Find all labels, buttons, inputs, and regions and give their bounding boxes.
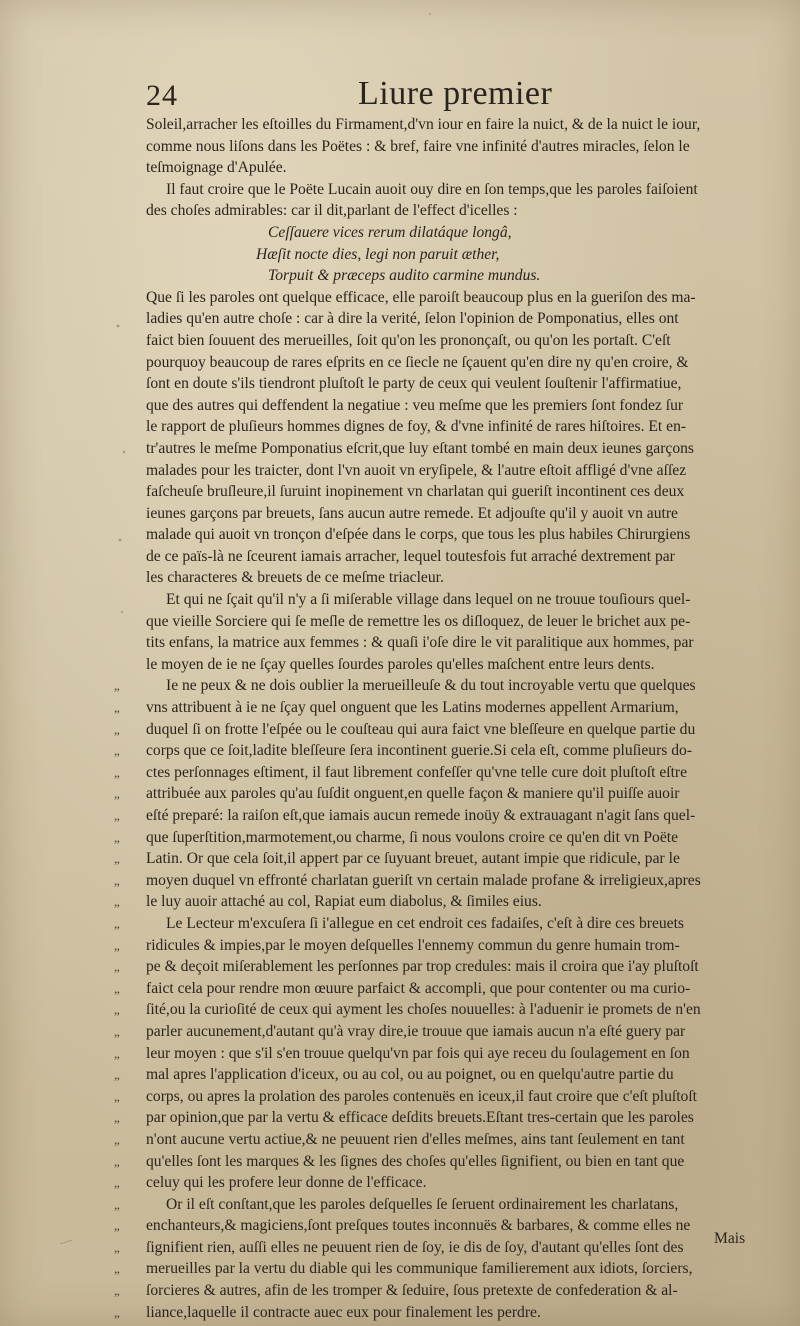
- text-line: [146, 589, 774, 611]
- body-text: [114, 114, 774, 1323]
- quotation-mark: „: [114, 1131, 120, 1147]
- text-line: [114, 719, 774, 741]
- line-text: des choſes admirables: car il dit,parlant de l'effect d'icelles :: [146, 202, 518, 220]
- text-line: [114, 827, 774, 849]
- quotation-mark: „: [114, 700, 120, 716]
- line-text: malade qui auoit vn tronçon d'eſpée dans le corps, que tous les plus habiles Chirurgiens: [146, 526, 691, 544]
- line-text: Hæſit nocte dies, legi non paruit æther,: [256, 245, 500, 263]
- line-text: les characteres & breuets de ce meſme triacleur.: [146, 569, 444, 587]
- quotation-mark: „: [114, 1002, 120, 1018]
- quotation-mark: „: [114, 721, 120, 737]
- quotation-mark: „: [114, 1218, 120, 1234]
- quotation-mark: „: [114, 1088, 120, 1104]
- text-line: [114, 999, 774, 1021]
- text-line: [146, 503, 774, 525]
- line-text: tr'autres le meſme Pomponatius eſcrit,que luy eſtant tombé en main deux ieunes garçons: [146, 439, 695, 457]
- line-text: pe & deçoit miſerablement les perſonnes par trop credules: mais il croira que i'ay pluſtoſt: [146, 958, 699, 976]
- catchword: Mais: [714, 1230, 746, 1247]
- line-text: ſont en doute s'ils tiendront pluſtoſt le party de ceux qui veulent ſouſtenir l'affirmatiue,: [146, 375, 682, 393]
- quotation-mark: „: [114, 743, 120, 759]
- line-text: ctes perſonnages eſtiment, il faut librement confeſſer qu'vne telle cure doit pluſtoſt eſtre: [146, 763, 688, 781]
- text-line: [114, 1086, 774, 1108]
- quotation-mark: „: [114, 1067, 120, 1083]
- quotation-mark: „: [114, 1261, 120, 1277]
- quotation-mark: „: [114, 764, 120, 780]
- line-text: que vieille Sorciere qui ſe meſle de remettre les os diſloquez, de leuer le brichet aux pe-: [146, 612, 691, 630]
- text-line: [114, 805, 774, 827]
- text-line: [146, 632, 774, 654]
- text-line: [146, 416, 774, 438]
- line-text: Que ſi les paroles ont quelque efficace, elle paroiſt beaucoup plus en la gueriſon des ma-: [146, 288, 696, 306]
- text-line: [146, 114, 774, 136]
- line-text: Latin. Or que cela ſoit,il appert par ce ſuyuant breuet, autant impie que ridicule, par le: [146, 850, 680, 868]
- text-line: [146, 244, 774, 266]
- text-line: [114, 1237, 774, 1259]
- line-text: malades pour les traicter, dont l'vn auoit vn eryſipele, & l'autre eſtoit affligé d'vne aſſez: [146, 461, 687, 479]
- line-text: faict cela pour rendre mon œuure parfaict & accompli, que pour contenter ou ma curio-: [146, 979, 691, 997]
- line-text: corps que ce ſoit,ladite bleſſeure ſera incontinent guerie.Si cela eſt, comme pluſieurs do-: [146, 742, 693, 760]
- line-text: ſignifient rien, auſſi elles ne peuuent rien de ſoy, ie dis de ſoy, d'autant qu'elles ſont des: [146, 1238, 684, 1256]
- quotation-mark: „: [114, 678, 120, 694]
- text-line: [114, 1302, 774, 1324]
- line-text: Soleil,arracher les eſtoilles du Firmament,d'vn iour en faire la nuict, & de la nuict le iour,: [146, 116, 701, 133]
- text-line: [146, 567, 774, 589]
- line-text: leur moyen : que s'il s'en trouue quelqu'vn par fois qui aye receu du ſoulagement en ſon: [146, 1044, 690, 1062]
- quotation-mark: „: [114, 1110, 120, 1126]
- text-line: [146, 546, 774, 568]
- line-text: pourquoy beaucoup de rares eſprits en ce ſiecle ne ſçauent qu'en dire ny qu'en croire, &: [146, 353, 689, 371]
- line-text: le moyen de ie ne ſçay quelles ſourdes paroles qu'elles maſchent entre leurs dents.: [146, 655, 655, 673]
- line-text: merueilles par la vertu du diable qui les communique familierement aux idiots, ſorciers,: [146, 1260, 693, 1278]
- text-line: [146, 654, 774, 676]
- text-line: [146, 179, 774, 201]
- text-line: [114, 762, 774, 784]
- line-text: enchanteurs,& magiciens,ſont preſques toutes inconnuës & barbares, & comme elles ne: [146, 1217, 691, 1235]
- text-line: [114, 1194, 774, 1216]
- line-text: parler aucunement,d'autant qu'à vray dire,ie trouue que iamais aucun n'a eſté guery par: [146, 1022, 686, 1040]
- quotation-mark: „: [114, 894, 120, 910]
- line-text: Torpuit & præceps audito carmine mundus.: [268, 267, 541, 285]
- text-line: [114, 1129, 774, 1151]
- text-line: [114, 870, 774, 892]
- text-line: [146, 157, 774, 179]
- text-line: [114, 1021, 774, 1043]
- text-line: [146, 481, 774, 503]
- quotation-mark: „: [114, 1304, 120, 1320]
- text-line: [114, 1215, 774, 1237]
- line-text: moyen duquel vn effronté charlatan gueriſt vn certain malade profane & irreligieux,apres: [146, 871, 701, 889]
- line-text: tits enfans, la matrice aux femmes : & quaſi i'oſe dire le vit paralitique aux hommes, par: [146, 634, 694, 652]
- line-text: ieunes garçons par breuets, ſans aucun autre remede. Et adjouſte qu'il y auoit vn autre: [146, 504, 678, 522]
- text-line: [114, 978, 774, 1000]
- text-line: [114, 1151, 774, 1173]
- line-text: le rapport de pluſieurs hommes dignes de foy, & d'vne infinité de rares hiſtoires. Et en-: [146, 418, 687, 436]
- line-text: Ie ne peux & ne dois oublier la merueilleuſe & du tout incroyable vertu que quelques: [166, 677, 696, 695]
- quotation-mark: „: [114, 937, 120, 953]
- line-text: attribuée aux paroles qu'au ſuſdit onguent,en quelle façon & maniere qu'il puiſſe auoir: [146, 785, 680, 803]
- text-line: [146, 136, 774, 158]
- quotation-mark: „: [114, 851, 120, 867]
- line-text: ſorcieres & autres, afin de les tromper & ſeduire, ſous pretexte de confederation & al-: [146, 1282, 678, 1300]
- running-title: Liure premier: [358, 75, 553, 112]
- text-line: [146, 287, 774, 309]
- quotation-mark: „: [114, 980, 120, 996]
- line-text: faict bien ſouuent des merueilles, ſoit qu'on les prononçaſt, ou qu'on les portaſt. C'eſt: [146, 331, 671, 349]
- text-line: [114, 697, 774, 719]
- text-line: [146, 373, 774, 395]
- line-text: faſcheuſe bruſleure,il ſuruint inopinement vn charlatan qui gueriſt incontinent ces deux: [146, 483, 685, 501]
- text-line: [146, 308, 774, 330]
- line-text: vns attribuent à ie ne ſçay quel onguent que les Latins modernes appellent Armarium,: [146, 699, 679, 717]
- text-line: [114, 675, 774, 697]
- line-text: Il faut croire que le Poëte Lucain auoit ouy dire en ſon temps,que les paroles faiſoient: [166, 180, 698, 198]
- line-text: ridicules & impies,par le moyen deſquelles l'ennemy commun du genre humain trom-: [146, 936, 680, 954]
- quotation-mark: „: [114, 1153, 120, 1169]
- line-text: celuy qui les profere leur donne de l'efficace.: [146, 1174, 427, 1192]
- text-line: [114, 1064, 774, 1086]
- text-line: [146, 265, 774, 287]
- line-text: teſmoignage d'Apulée.: [146, 159, 287, 177]
- line-text: duquel ſi on frotte l'eſpée ou le couſteau qui aura faict vne bleſſeure en quelque partie du: [146, 720, 696, 738]
- line-text: qu'elles ſont les marques & les ſignes des choſes qu'elles ſignifient, ou bien en tant que: [146, 1152, 685, 1170]
- text-line: [146, 611, 774, 633]
- text-line: [146, 395, 774, 417]
- text-line: [114, 1043, 774, 1065]
- quotation-mark: „: [114, 1023, 120, 1039]
- quotation-mark: „: [114, 1175, 120, 1191]
- quotation-mark: „: [114, 1283, 120, 1299]
- quotation-mark: „: [114, 1045, 120, 1061]
- text-line: [146, 524, 774, 546]
- text-line: [146, 460, 774, 482]
- line-text: eſté preparé: la raiſon eſt,que iamais aucun remede inoüy & extrauagant n'agit ſans quel-: [146, 807, 696, 824]
- quotation-mark: „: [114, 872, 120, 888]
- line-text: ladies qu'en autre choſe : car à dire la verité, ſelon l'opinion de Pomponatius, elles ont: [146, 310, 679, 328]
- line-text: que ſuperſtition,marmotement,ou charme, ſi nous voulons croire ce qu'en dit vn Poëte: [146, 828, 678, 846]
- line-text: corps, ou apres la prolation des paroles contenuës en iceux,il faut croire que c'eſt pluſtoſt: [146, 1087, 698, 1105]
- line-text: de ce païs-là ne ſceurent iamais arracher, lequel toutesfois fut arraché dextrement par: [146, 547, 675, 565]
- text-line: [114, 913, 774, 935]
- text-line: [114, 740, 774, 762]
- line-text: Or il eſt conſtant,que les paroles deſquelles ſe ſeruent ordinairement les charlatans,: [166, 1195, 679, 1213]
- line-text: mal apres l'application d'iceux, ou au col, ou au poignet, ou en quelqu'autre partie du: [146, 1066, 674, 1084]
- quotation-mark: „: [114, 1239, 120, 1255]
- text-line: [114, 1107, 774, 1129]
- line-text: Le Lecteur m'excuſera ſi i'allegue en cet endroit ces fadaiſes, c'eſt à dire ces breuets: [166, 914, 684, 932]
- line-text: le luy auoir attaché au col, Rapiat eum diabolus, & ſimiles eius.: [146, 893, 542, 911]
- text-line: [114, 891, 774, 913]
- text-line: [146, 330, 774, 352]
- line-text: n'ont aucune vertu actiue,& ne peuuent rien d'elles meſmes, ains tant ſeulement en tant: [146, 1130, 685, 1148]
- line-text: Et qui ne ſçait qu'il n'y a ſi miſerable village dans lequel on ne trouue touſiours quel-: [166, 591, 691, 609]
- text-line: [146, 438, 774, 460]
- text-line: [146, 352, 774, 374]
- quotation-mark: „: [114, 1196, 120, 1212]
- page-number: 24: [146, 79, 178, 112]
- quotation-mark: „: [114, 786, 120, 802]
- text-line: [114, 783, 774, 805]
- text-line: [114, 848, 774, 870]
- text-line: [146, 222, 774, 244]
- quotation-mark: „: [114, 915, 120, 931]
- line-text: par opinion,que par la vertu & efficace deſdits breuets.Eſtant tres-certain que les paroles: [146, 1109, 694, 1127]
- text-line: [114, 1172, 774, 1194]
- text-line: [114, 935, 774, 957]
- line-text: comme nous liſons dans les Poëtes : & bref, faire vne infinité d'autres miracles, ſelon le: [146, 137, 690, 155]
- quotation-mark: „: [114, 808, 120, 823]
- line-text: Ceſſauere vices rerum dilatáque longâ,: [268, 223, 512, 241]
- text-line: [114, 1280, 774, 1302]
- line-text: ſité,ou la curioſité de ceux qui ayment les choſes nouuelles: à l'aduenir ie promets de n'en: [146, 1001, 701, 1019]
- quotation-mark: „: [114, 959, 120, 975]
- text-line: [114, 1258, 774, 1280]
- quotation-mark: „: [114, 829, 120, 845]
- text-line: [114, 956, 774, 978]
- line-text: que des autres qui deffendent la negatiue : veu meſme que les premiers ſont fondez ſur: [146, 396, 684, 414]
- text-line: [146, 200, 774, 222]
- line-text: liance,laquelle il contracte auec eux pour finalement les perdre.: [146, 1303, 541, 1321]
